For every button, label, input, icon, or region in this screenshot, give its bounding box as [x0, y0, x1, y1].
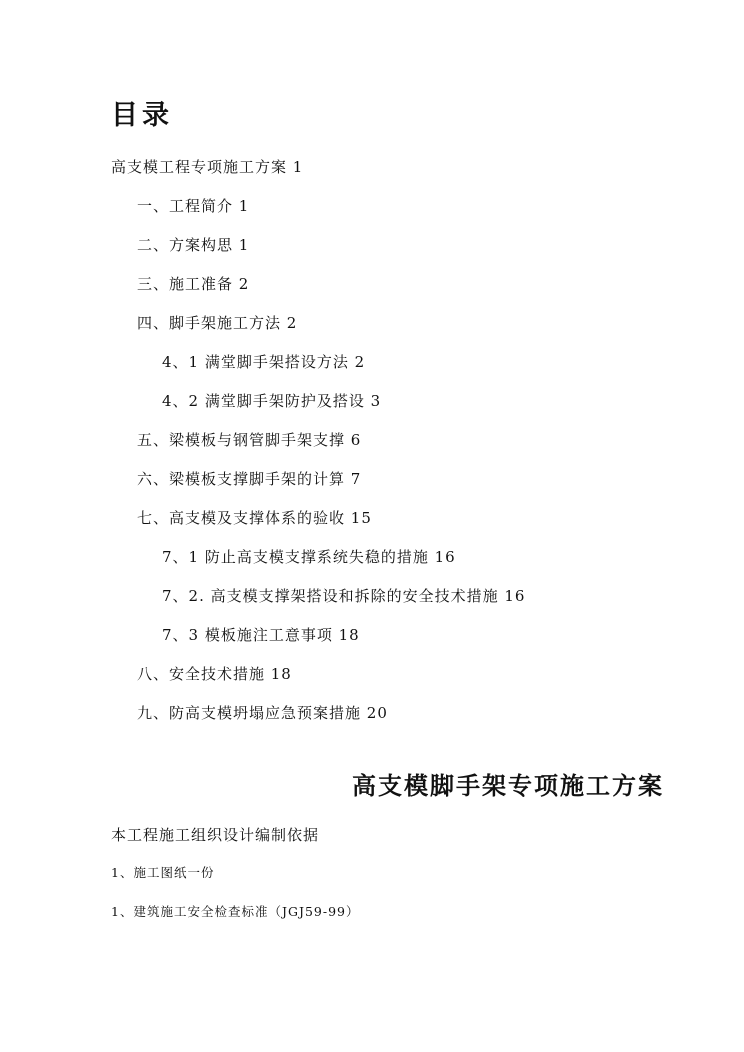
toc-entry[interactable]: 六、梁模板支撑脚手架的计算 7 [137, 470, 362, 488]
toc-entry[interactable]: 三、施工准备 2 [137, 275, 250, 293]
toc-entry[interactable]: 4、2 满堂脚手架防护及搭设 3 [162, 392, 382, 410]
toc-entry[interactable]: 七、高支模及支撑体系的验收 15 [137, 509, 372, 527]
toc-entry[interactable]: 八、安全技术措施 18 [137, 665, 292, 683]
toc-entry[interactable]: 二、方案构思 1 [137, 236, 250, 254]
section-heading: 本工程施工组织设计编制依据 [111, 826, 320, 844]
document-title: 高支模脚手架专项施工方案 [352, 771, 664, 800]
toc-entry[interactable]: 一、工程简介 1 [137, 197, 250, 215]
toc-entry[interactable]: 五、梁模板与钢管脚手架支撑 6 [137, 431, 362, 449]
toc-entry[interactable]: 高支模工程专项施工方案 1 [111, 158, 304, 176]
toc-entry[interactable]: 四、脚手架施工方法 2 [137, 314, 298, 332]
table-of-contents [0, 148, 744, 733]
toc-entry[interactable]: 7、1 防止高支模支撑系统失稳的措施 16 [162, 548, 456, 566]
toc-entry[interactable]: 九、防高支模坍塌应急预案措施 20 [137, 704, 388, 722]
toc-title: 目录 [111, 100, 173, 131]
toc-entry[interactable]: 7、2. 高支模支撑架搭设和拆除的安全技术措施 16 [162, 587, 526, 605]
toc-entry[interactable]: 7、3 模板施注工意事项 18 [162, 626, 360, 644]
body-line: 1、施工图纸一份 [111, 865, 215, 880]
toc-entry[interactable]: 4、1 满堂脚手架搭设方法 2 [162, 353, 366, 371]
body-line: 1、建筑施工安全检查标准（JGJ59-99） [111, 904, 360, 919]
